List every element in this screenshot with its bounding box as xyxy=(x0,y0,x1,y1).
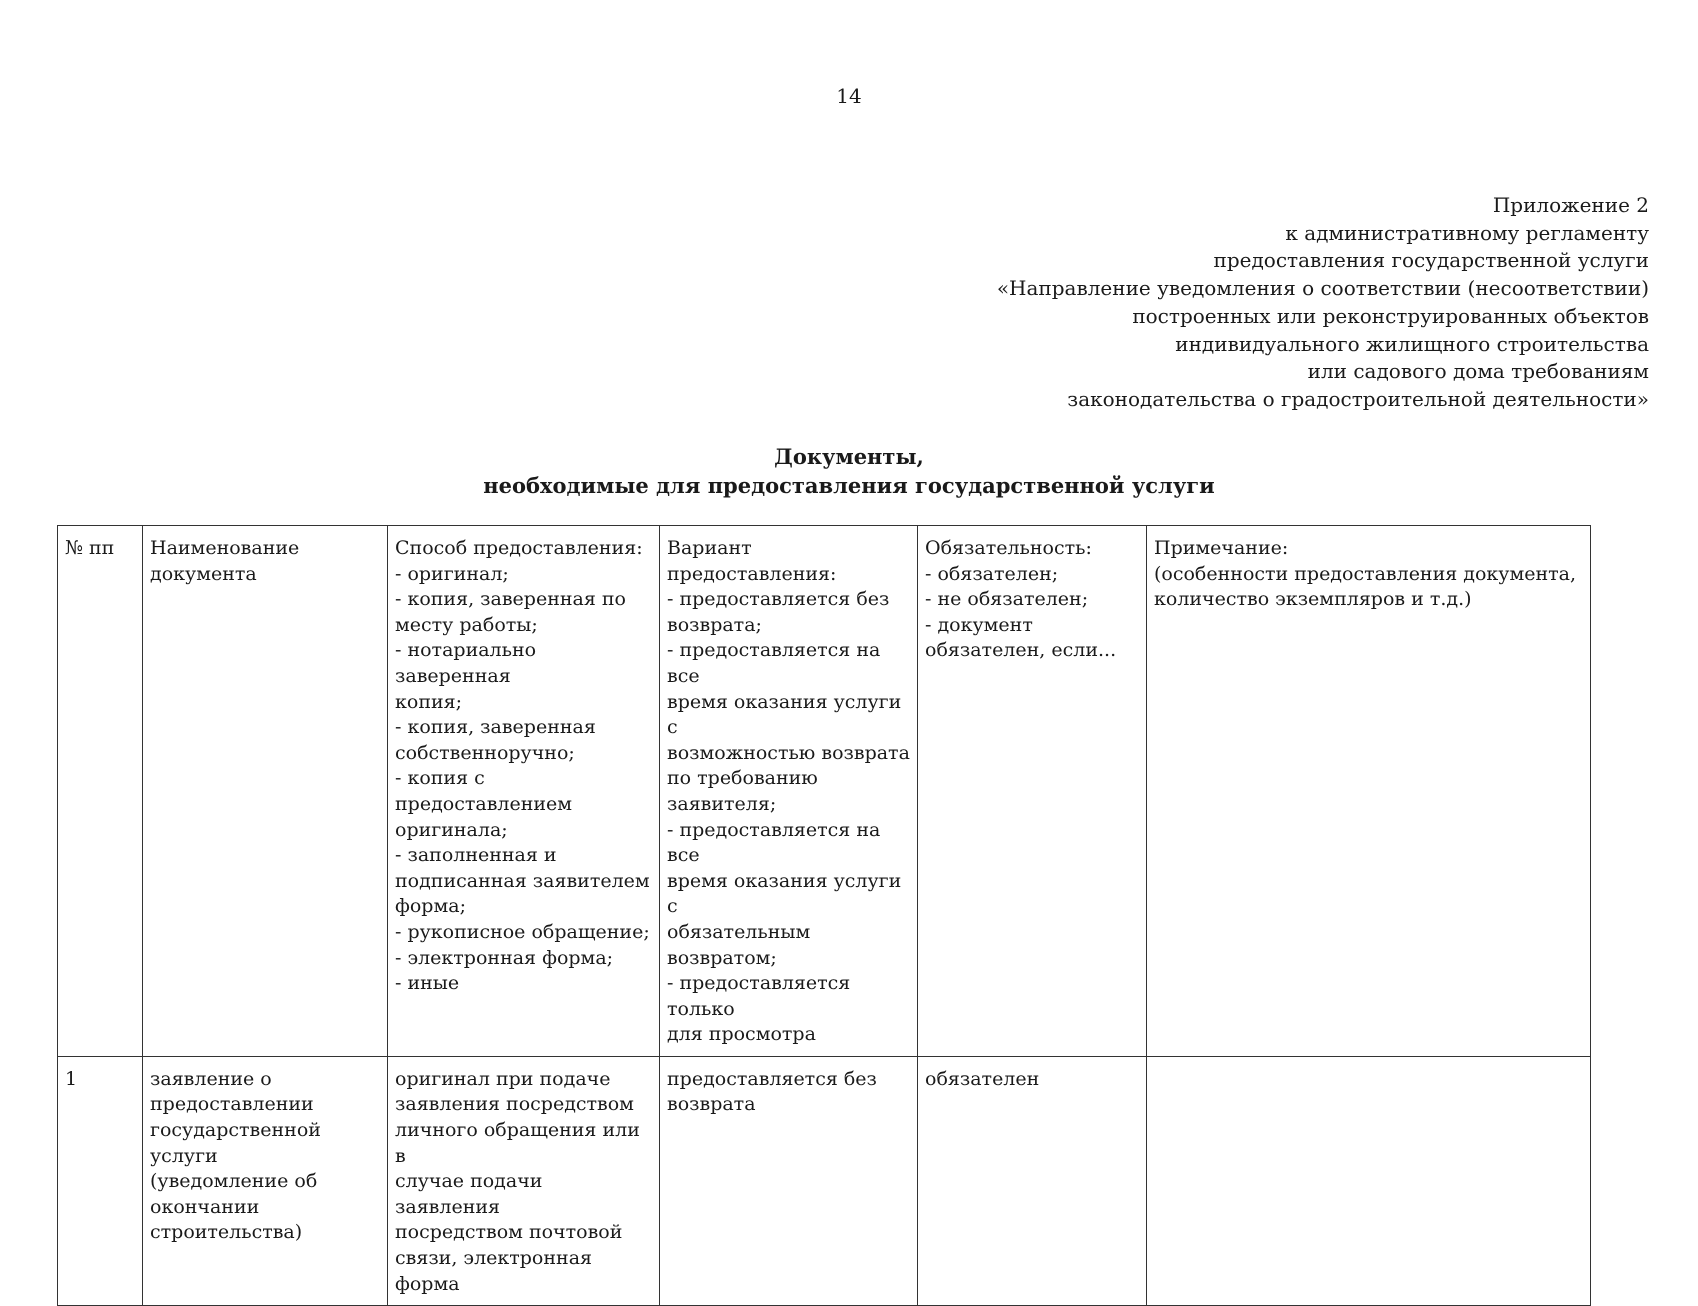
cell-line: количество экземпляров и т.д.) xyxy=(1154,588,1472,611)
cell-line: - копия, заверенная по xyxy=(395,588,626,611)
cell-line: - не обязателен; xyxy=(925,588,1089,611)
page-number: 14 xyxy=(836,84,862,108)
cell-line: - обязателен; xyxy=(925,562,1059,585)
cell-line: возврата xyxy=(667,1093,756,1116)
cell-line: - оригинал; xyxy=(395,562,509,585)
header-cell-name xyxy=(143,526,388,1057)
documents-table xyxy=(57,525,1591,1306)
header-cell-note xyxy=(1147,526,1591,1057)
cell-line: возможностью возврата xyxy=(667,741,910,764)
cell-line: заявителя; xyxy=(667,792,777,815)
cell-line: заявление о xyxy=(150,1067,272,1090)
appendix-line: предоставления государственной услуги xyxy=(1213,248,1649,273)
table-row xyxy=(58,1056,1591,1305)
cell-line: обязателен, если... xyxy=(925,639,1117,662)
cell-line: обязателен xyxy=(925,1067,1040,1090)
header-cell-number xyxy=(58,526,143,1057)
cell-line: окончании xyxy=(150,1195,260,1218)
cell-line: посредством почтовой xyxy=(395,1221,623,1244)
header-cell-variant xyxy=(660,526,918,1057)
cell-required xyxy=(918,1056,1147,1305)
cell-line: подписанная заявителем xyxy=(395,869,650,892)
cell-method xyxy=(388,1056,660,1305)
cell-line: государственной услуги xyxy=(150,1119,327,1167)
appendix-line: построенных или реконструированных объектов xyxy=(1132,303,1649,328)
cell-line: обязательным возвратом; xyxy=(667,920,817,969)
cell-line: - документ xyxy=(925,613,1033,636)
appendix-line: «Направление уведомления о соответствии (несоответствии) xyxy=(996,276,1649,301)
appendix-line: или садового дома требованиям xyxy=(1307,359,1649,384)
cell-line: - нотариально заверенная xyxy=(395,639,543,687)
cell-line: личного обращения или в xyxy=(395,1119,646,1167)
cell-line: - предоставляется на все xyxy=(667,818,887,867)
cell-number xyxy=(58,1056,143,1305)
cell-line: предоставляется без xyxy=(667,1067,877,1090)
cell-line: - заполненная и xyxy=(395,844,557,867)
cell-line: № пп xyxy=(65,537,115,559)
cell-line: копия; xyxy=(395,690,463,713)
cell-line: время оказания услуги с xyxy=(667,690,908,739)
cell-line: время оказания услуги с xyxy=(667,869,908,918)
appendix-line: законодательства о градостроительной деятельности» xyxy=(1067,386,1649,411)
cell-line: по требованию xyxy=(667,767,818,790)
cell-line: - электронная форма; xyxy=(395,946,614,969)
cell-line: 1 xyxy=(65,1067,78,1090)
cell-note xyxy=(1147,1056,1591,1305)
appendix-block xyxy=(997,192,1649,414)
cell-line: Наименование xyxy=(150,537,300,559)
document-title xyxy=(0,442,1698,500)
cell-line: - копия с предоставлением xyxy=(395,767,573,815)
cell-line: заявления посредством xyxy=(395,1093,634,1116)
cell-line: форма; xyxy=(395,895,466,918)
cell-line: месту работы; xyxy=(395,613,538,636)
cell-line: - рукописное обращение; xyxy=(395,920,650,943)
cell-line: Способ предоставления: xyxy=(395,537,643,559)
cell-line: Примечание: xyxy=(1154,537,1289,559)
cell-line: - иные xyxy=(395,972,460,995)
cell-line: - предоставляется только xyxy=(667,972,857,1020)
cell-line: возврата; xyxy=(667,613,762,636)
cell-line: - предоставляется без xyxy=(667,588,890,611)
table-header-row xyxy=(58,526,1591,1057)
cell-line: оригинал при подаче xyxy=(395,1067,611,1090)
cell-line: собственноручно; xyxy=(395,741,575,764)
cell-line: документа xyxy=(150,562,257,585)
cell-line: Вариант предоставления: xyxy=(667,537,837,585)
cell-line: (уведомление об xyxy=(150,1170,318,1193)
appendix-line: индивидуального жилищного строительства xyxy=(1175,331,1649,356)
title-line-2: необходимые для предоставления государственной услуги xyxy=(483,473,1215,498)
cell-line: для просмотра xyxy=(667,1023,816,1046)
cell-variant xyxy=(660,1056,918,1305)
cell-line: случае подачи заявления xyxy=(395,1170,549,1218)
cell-line: предоставлении xyxy=(150,1093,314,1116)
cell-line: - предоставляется на все xyxy=(667,639,887,687)
appendix-line: к административному регламенту xyxy=(1285,220,1649,245)
cell-line: - копия, заверенная xyxy=(395,716,596,739)
header-cell-required xyxy=(918,526,1147,1057)
cell-line: (особенности предоставления документа, xyxy=(1154,562,1577,585)
cell-name xyxy=(143,1056,388,1305)
cell-line: оригинала; xyxy=(395,818,508,841)
header-cell-method xyxy=(388,526,660,1057)
cell-line: строительства) xyxy=(150,1221,303,1244)
cell-line: Обязательность: xyxy=(925,537,1092,559)
cell-line: связи, электронная форма xyxy=(395,1247,599,1295)
appendix-line: Приложение 2 xyxy=(1492,193,1649,217)
title-line-1: Документы, xyxy=(774,444,924,469)
